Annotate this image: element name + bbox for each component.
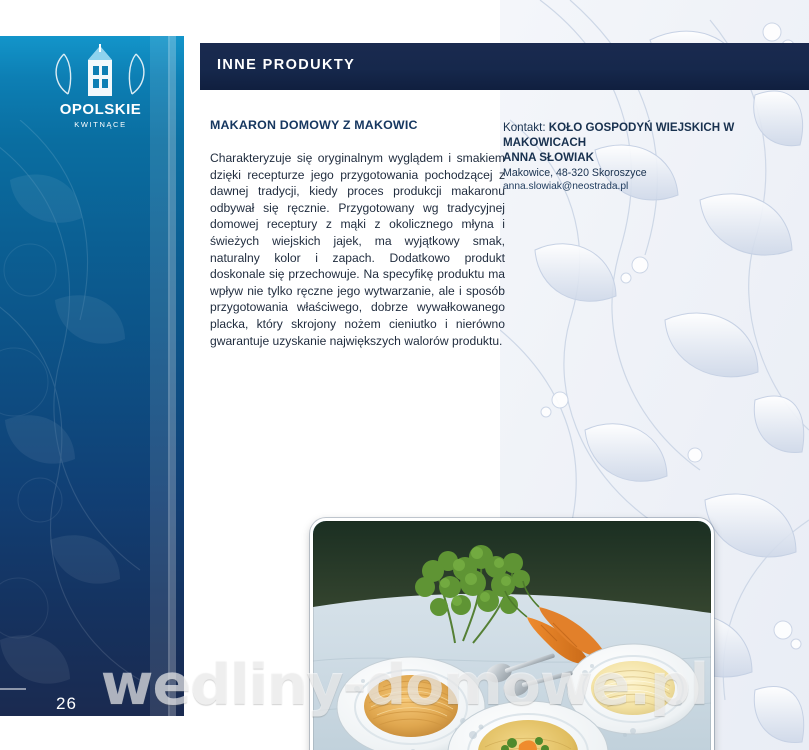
brand-logo xyxy=(28,44,173,136)
contact-label: Kontakt: xyxy=(503,121,546,134)
contact-address: Makowice, 48-320 Skoroszyce xyxy=(503,167,647,179)
product-photo-frame xyxy=(310,518,714,750)
content-area xyxy=(200,90,809,750)
section-header-bar xyxy=(200,43,809,90)
logo-name: OPOLSKIE xyxy=(59,101,142,118)
article-body: Charakteryzuje się oryginalnym wyglądem i smakiem dzięki recepturze jego przygotowania pochodzącej z dawnej tradycji, kiedy proces produkcji makaronu odbywał się ręcznie. Przygotowany wg tradycyjnej domowej receptury z mąki z okolicznego młyna i świeżych wiejskich jajek, ma wyjątkowy smak, naturalny kolor i zapach. Dodatkowo produkt doskonale się przechowuje. Na specyfikę produktu ma wpływ nie tylko ręczne jego wytwarzanie, ale i sposób przygotowania właściwego, dobrze wywałkowanego placka, który skrojony nożem cieniutko i nierówno gwarantuje uzyskanie największych walorów produktu. xyxy=(210,151,505,348)
contact-block xyxy=(503,120,803,194)
article-title: MAKARON DOMOWY Z MAKOWIC xyxy=(210,118,418,132)
contact-organization: KOŁO GOSPODYŃ WIEJSKICH W MAKOWICACH xyxy=(503,121,735,149)
watermark-text: wedliny-domowe.pl xyxy=(100,652,709,718)
contact-email: anna.slowiak@neostrada.pl xyxy=(503,181,629,192)
page-number: 26 xyxy=(56,694,77,713)
logo-tagline: KWITNĄCE xyxy=(74,120,127,129)
product-photo xyxy=(313,521,711,750)
section-header-title: INNE PRODUKTY xyxy=(217,57,356,73)
page-number-rule xyxy=(0,688,26,690)
opolskie-tower-logo-icon xyxy=(28,44,173,102)
contact-person: ANNA SŁOWIAK xyxy=(503,151,595,164)
